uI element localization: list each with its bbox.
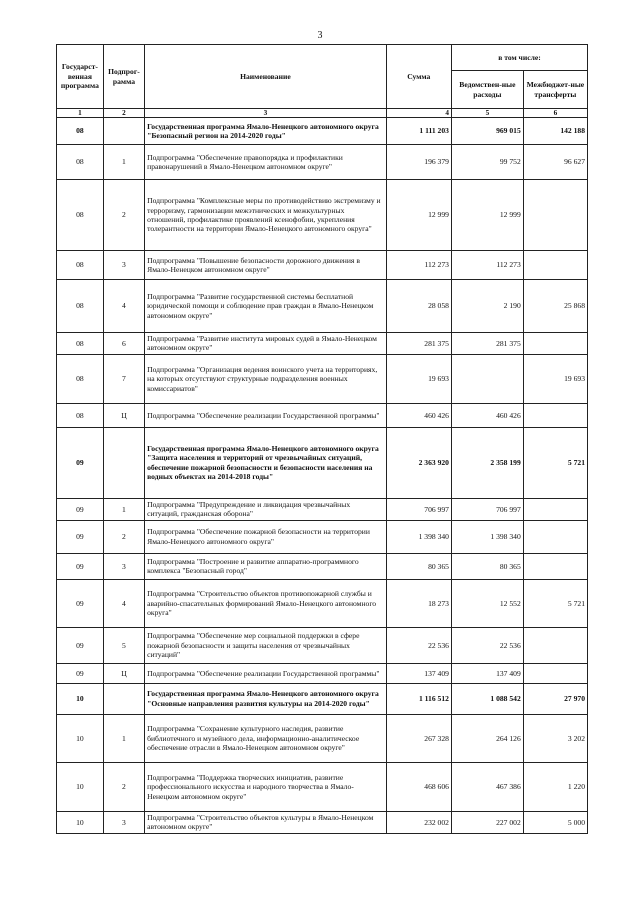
program-code-cell: 10 <box>57 762 104 811</box>
program-name-cell: Подпрограмма "Обеспечение пожарной безопасности на территории Ямало-Ненецкого автономного округа" <box>145 520 387 553</box>
table-row <box>57 354 588 403</box>
program-code-cell: 09 <box>57 627 104 663</box>
table-row <box>57 663 588 683</box>
subprogram-code-cell: 2 <box>103 520 144 553</box>
table-row <box>57 553 588 579</box>
total-sum-cell: 80 365 <box>386 553 451 579</box>
program-code-cell: 08 <box>57 354 104 403</box>
header-including: в том числе: <box>451 45 587 71</box>
program-code-cell: 10 <box>57 811 104 833</box>
total-sum-cell: 706 997 <box>386 498 451 520</box>
subprogram-code-cell: 1 <box>103 714 144 762</box>
transfers-cell <box>523 180 587 251</box>
total-sum-cell: 28 058 <box>386 280 451 333</box>
total-sum-cell: 281 375 <box>386 333 451 355</box>
table-row <box>57 145 588 180</box>
program-name-cell: Подпрограмма "Развитие института мировых судей в Ямало-Ненецком автономном округе" <box>145 333 387 355</box>
transfers-cell: 142 188 <box>523 118 587 145</box>
departmental-expenses-cell: 2 190 <box>451 280 523 333</box>
departmental-expenses-cell: 460 426 <box>451 403 523 427</box>
budget-table <box>56 44 588 834</box>
transfers-cell: 5 721 <box>523 427 587 498</box>
transfers-cell <box>523 403 587 427</box>
program-code-cell: 08 <box>57 280 104 333</box>
program-code-cell: 10 <box>57 683 104 714</box>
program-code-cell: 08 <box>57 118 104 145</box>
subprogram-code-cell: 6 <box>103 333 144 355</box>
program-name-cell: Государственная программа Ямало-Ненецкого автономного округа "Защита населения и территорий от чрезвычайных ситуаций, обеспечение пожарной безопасности и безопасности населения на водных объектах на 2014-2018 годы" <box>145 427 387 498</box>
departmental-expenses-cell: 969 015 <box>451 118 523 145</box>
departmental-expenses-cell: 467 386 <box>451 762 523 811</box>
subprogram-code-cell <box>103 427 144 498</box>
program-name-cell: Подпрограмма "Сохранение культурного наследия, развитие библиотечного и музейного дела, информационно-аналитическое обеспечение отрасли в Ямало-Ненецком автономном округе" <box>145 714 387 762</box>
transfers-cell <box>523 333 587 355</box>
total-sum-cell: 112 273 <box>386 251 451 280</box>
header-sum: Сумма <box>386 45 451 109</box>
transfers-cell <box>523 553 587 579</box>
program-name-cell: Подпрограмма "Предупреждение и ликвидация чрезвычайных ситуаций, гражданская оборона" <box>145 498 387 520</box>
page-number: 3 <box>317 30 323 41</box>
header-program: Государст-венная программа <box>57 45 104 109</box>
departmental-expenses-cell: 1 398 340 <box>451 520 523 553</box>
header-subprogram: Подпрог-рамма <box>103 45 144 109</box>
transfers-cell <box>523 251 587 280</box>
program-name-cell: Подпрограмма "Организация ведения воинского учета на территориях, на которых отсутствуют структурные подразделения военных комиссариатов" <box>145 354 387 403</box>
table-row <box>57 714 588 762</box>
departmental-expenses-cell: 1 088 542 <box>451 683 523 714</box>
total-sum-cell: 19 693 <box>386 354 451 403</box>
program-name-cell: Подпрограмма "Повышение безопасности дорожного движения в Ямало-Ненецком автономном округе" <box>145 251 387 280</box>
program-code-cell: 09 <box>57 520 104 553</box>
subprogram-code-cell: 4 <box>103 579 144 627</box>
program-name-cell: Подпрограмма "Комплексные меры по противодействию экстремизму и терроризму, гармонизации межэтнических и межкультурных отношений, профилактике проявлений ксенофобии, укрепления толерантности на территории Ямало-Ненецкого автономного округа" <box>145 180 387 251</box>
program-code-cell: 10 <box>57 714 104 762</box>
program-name-cell: Государственная программа Ямало-Ненецкого автономного округа "Безопасный регион на 2014-2020 годы" <box>145 118 387 145</box>
transfers-cell <box>523 498 587 520</box>
total-sum-cell: 468 606 <box>386 762 451 811</box>
subprogram-code-cell: 2 <box>103 180 144 251</box>
total-sum-cell: 18 273 <box>386 579 451 627</box>
subprogram-code-cell: 3 <box>103 553 144 579</box>
header-name: Наименование <box>145 45 387 109</box>
table-row <box>57 627 588 663</box>
table-row <box>57 498 588 520</box>
column-number: 3 <box>145 109 387 118</box>
subprogram-code-cell: 4 <box>103 280 144 333</box>
subprogram-code-cell: 3 <box>103 811 144 833</box>
departmental-expenses-cell: 281 375 <box>451 333 523 355</box>
program-code-cell: 08 <box>57 403 104 427</box>
total-sum-cell: 22 536 <box>386 627 451 663</box>
program-name-cell: Государственная программа Ямало-Ненецкого автономного округа "Основные направления развития культуры на 2014-2020 годы" <box>145 683 387 714</box>
program-name-cell: Подпрограмма "Построение и развитие аппаратно-программного комплекса "Безопасный город" <box>145 553 387 579</box>
table-row <box>57 579 588 627</box>
departmental-expenses-cell: 2 358 199 <box>451 427 523 498</box>
subprogram-code-cell: Ц <box>103 663 144 683</box>
column-number: 1 <box>57 109 104 118</box>
transfers-cell: 19 693 <box>523 354 587 403</box>
program-name-cell: Подпрограмма "Обеспечение мер социальной поддержки в сфере пожарной безопасности и защиты населения от чрезвычайных ситуаций" <box>145 627 387 663</box>
table-row <box>57 762 588 811</box>
program-code-cell: 09 <box>57 579 104 627</box>
subprogram-code-cell: 2 <box>103 762 144 811</box>
transfers-cell: 27 970 <box>523 683 587 714</box>
program-code-cell: 08 <box>57 145 104 180</box>
departmental-expenses-cell: 112 273 <box>451 251 523 280</box>
transfers-cell <box>523 520 587 553</box>
table-row <box>57 180 588 251</box>
transfers-cell: 5 000 <box>523 811 587 833</box>
program-name-cell: Подпрограмма "Обеспечение реализации Государственной программы" <box>145 403 387 427</box>
total-sum-cell: 460 426 <box>386 403 451 427</box>
total-sum-cell: 1 116 512 <box>386 683 451 714</box>
departmental-expenses-cell: 137 409 <box>451 663 523 683</box>
program-code-cell: 09 <box>57 498 104 520</box>
total-sum-cell: 12 999 <box>386 180 451 251</box>
program-name-cell: Подпрограмма "Строительство объектов культуры в Ямало-Ненецком автономном округе" <box>145 811 387 833</box>
departmental-expenses-cell: 227 002 <box>451 811 523 833</box>
table-row <box>57 683 588 714</box>
table-row <box>57 280 588 333</box>
table-row <box>57 403 588 427</box>
total-sum-cell: 137 409 <box>386 663 451 683</box>
program-code-cell: 08 <box>57 251 104 280</box>
program-code-cell: 09 <box>57 427 104 498</box>
subprogram-code-cell: 1 <box>103 145 144 180</box>
total-sum-cell: 267 328 <box>386 714 451 762</box>
subprogram-code-cell: Ц <box>103 403 144 427</box>
column-number: 4 <box>386 109 451 118</box>
program-name-cell: Подпрограмма "Строительство объектов противопожарной службы и аварийно-спасательных формирований Ямало-Ненецкого автономного округа" <box>145 579 387 627</box>
transfers-cell: 3 202 <box>523 714 587 762</box>
program-code-cell: 09 <box>57 553 104 579</box>
table-row <box>57 333 588 355</box>
table-row <box>57 811 588 833</box>
table-row <box>57 427 588 498</box>
transfers-cell: 5 721 <box>523 579 587 627</box>
program-name-cell: Подпрограмма "Обеспечение правопорядка и профилактики правонарушений в Ямало-Ненецком автономном округе" <box>145 145 387 180</box>
program-name-cell: Подпрограмма "Развитие государственной системы бесплатной юридической помощи и соблюдение прав граждан в Ямало-Ненецком автономном округе" <box>145 280 387 333</box>
program-code-cell: 08 <box>57 333 104 355</box>
program-name-cell: Подпрограмма "Поддержка творческих инициатив, развитие профессионального искусства и народного творчества в Ямало-Ненецком автономном округе" <box>145 762 387 811</box>
total-sum-cell: 232 002 <box>386 811 451 833</box>
table-row <box>57 520 588 553</box>
departmental-expenses-cell: 12 999 <box>451 180 523 251</box>
subprogram-code-cell: 3 <box>103 251 144 280</box>
subprogram-code-cell <box>103 118 144 145</box>
transfers-cell: 1 220 <box>523 762 587 811</box>
column-number: 6 <box>523 109 587 118</box>
departmental-expenses-cell <box>451 354 523 403</box>
column-number: 5 <box>451 109 523 118</box>
transfers-cell: 96 627 <box>523 145 587 180</box>
subprogram-code-cell: 1 <box>103 498 144 520</box>
table-row <box>57 118 588 145</box>
subprogram-code-cell <box>103 683 144 714</box>
subprogram-code-cell: 7 <box>103 354 144 403</box>
program-name-cell: Подпрограмма "Обеспечение реализации Государственной программы" <box>145 663 387 683</box>
departmental-expenses-cell: 264 126 <box>451 714 523 762</box>
header-transfers: Межбюджет-ные трансферты <box>523 71 587 109</box>
column-number: 2 <box>103 109 144 118</box>
total-sum-cell: 1 111 203 <box>386 118 451 145</box>
transfers-cell <box>523 627 587 663</box>
transfers-cell: 25 868 <box>523 280 587 333</box>
departmental-expenses-cell: 80 365 <box>451 553 523 579</box>
departmental-expenses-cell: 706 997 <box>451 498 523 520</box>
departmental-expenses-cell: 12 552 <box>451 579 523 627</box>
subprogram-code-cell: 5 <box>103 627 144 663</box>
transfers-cell <box>523 663 587 683</box>
table-row <box>57 251 588 280</box>
program-code-cell: 08 <box>57 180 104 251</box>
header-departmental: Ведомствен-ные расходы <box>451 71 523 109</box>
total-sum-cell: 1 398 340 <box>386 520 451 553</box>
program-code-cell: 09 <box>57 663 104 683</box>
departmental-expenses-cell: 22 536 <box>451 627 523 663</box>
departmental-expenses-cell: 99 752 <box>451 145 523 180</box>
total-sum-cell: 196 379 <box>386 145 451 180</box>
total-sum-cell: 2 363 920 <box>386 427 451 498</box>
